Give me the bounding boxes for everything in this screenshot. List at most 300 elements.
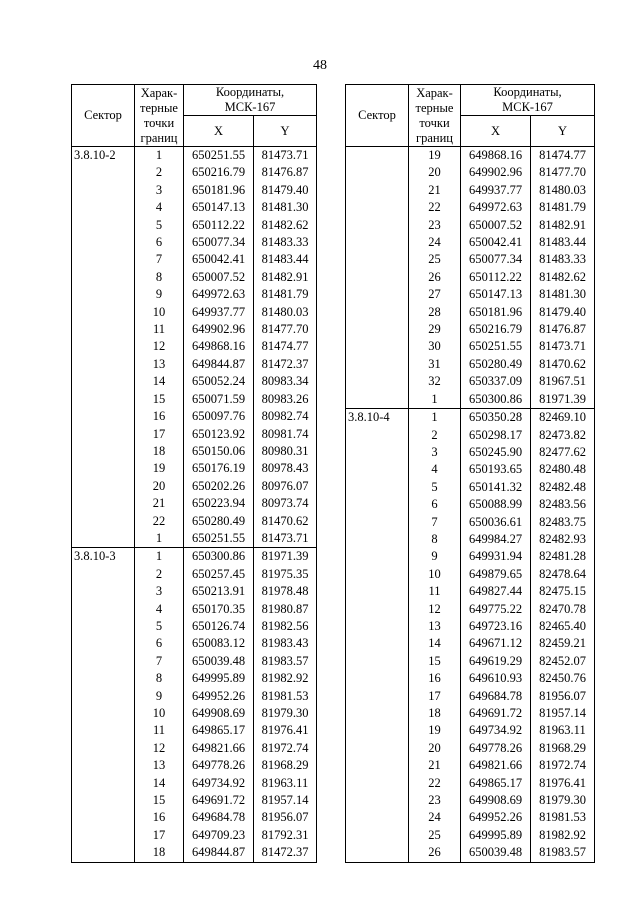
- x-coordinate-cell: 650036.61: [461, 514, 531, 531]
- table-row: [346, 461, 595, 478]
- table-row: [346, 827, 595, 844]
- table-row: [346, 391, 595, 409]
- table-row: [72, 321, 317, 338]
- x-coordinate-cell: 649778.26: [184, 757, 254, 774]
- x-coordinate-cell: 649995.89: [184, 670, 254, 687]
- y-coordinate-cell: 82470.78: [531, 601, 595, 618]
- sector-cell: [346, 688, 409, 705]
- table-row: [72, 443, 317, 460]
- y-coordinate-cell: 81982.92: [531, 827, 595, 844]
- y-coordinate-cell: 81480.03: [531, 182, 595, 199]
- sector-cell: [346, 304, 409, 321]
- table-row: [72, 478, 317, 495]
- point-number-cell: 17: [135, 426, 184, 443]
- x-coordinate-cell: 649908.69: [461, 792, 531, 809]
- x-coordinate-cell: 650251.55: [184, 530, 254, 548]
- y-coordinate-cell: 81983.57: [254, 653, 317, 670]
- x-coordinate-cell: 650112.22: [184, 217, 254, 234]
- point-number-cell: 16: [135, 408, 184, 425]
- x-coordinate-cell: 650298.17: [461, 427, 531, 444]
- sector-cell: [346, 269, 409, 286]
- point-number-cell: 4: [135, 199, 184, 216]
- page-number: 48: [313, 58, 327, 73]
- y-coordinate-cell: 81483.44: [531, 234, 595, 251]
- point-number-cell: 24: [409, 809, 461, 826]
- sector-cell: [346, 356, 409, 373]
- y-coordinate-cell: 82480.48: [531, 461, 595, 478]
- table-row: [346, 757, 595, 774]
- table-row: [346, 670, 595, 687]
- x-coordinate-cell: 650213.91: [184, 583, 254, 600]
- sector-cell: [72, 513, 135, 530]
- x-coordinate-cell: 650216.79: [461, 321, 531, 338]
- sector-cell: [346, 531, 409, 548]
- point-number-cell: 16: [135, 809, 184, 826]
- point-number-cell: 12: [135, 338, 184, 355]
- point-number-cell: 13: [135, 356, 184, 373]
- sector-cell: [72, 269, 135, 286]
- sector-cell: [346, 809, 409, 826]
- y-coordinate-cell: 82475.15: [531, 583, 595, 600]
- point-number-cell: 18: [409, 705, 461, 722]
- y-coordinate-cell: 81981.53: [531, 809, 595, 826]
- table-row: [346, 775, 595, 792]
- point-number-cell: 23: [409, 792, 461, 809]
- y-coordinate-cell: 82481.28: [531, 548, 595, 565]
- point-number-cell: 1: [135, 548, 184, 566]
- sector-cell: [346, 757, 409, 774]
- table-row: [346, 217, 595, 234]
- x-coordinate-cell: 650052.24: [184, 373, 254, 390]
- table-row: [72, 809, 317, 826]
- point-number-cell: 7: [135, 251, 184, 268]
- x-coordinate-cell: 649821.66: [461, 757, 531, 774]
- x-coordinate-cell: 650126.74: [184, 618, 254, 635]
- y-coordinate-cell: 81483.44: [254, 251, 317, 268]
- point-number-cell: 22: [135, 513, 184, 530]
- point-number-cell: 11: [409, 583, 461, 600]
- point-number-cell: 9: [409, 548, 461, 565]
- table-row: [346, 269, 595, 286]
- sector-cell: [346, 635, 409, 652]
- point-number-cell: 9: [135, 688, 184, 705]
- y-coordinate-cell: 81482.91: [531, 217, 595, 234]
- table-row: [72, 304, 317, 321]
- x-coordinate-cell: 649902.96: [184, 321, 254, 338]
- y-coordinate-cell: 82482.93: [531, 531, 595, 548]
- table-row: [72, 251, 317, 268]
- sector-cell: [346, 670, 409, 687]
- y-coordinate-cell: 81956.07: [531, 688, 595, 705]
- table-row: [346, 444, 595, 461]
- table-row: [346, 635, 595, 652]
- y-coordinate-cell: 81972.74: [531, 757, 595, 774]
- point-number-cell: 18: [135, 443, 184, 460]
- point-number-cell: 7: [135, 653, 184, 670]
- sector-cell: [72, 844, 135, 862]
- sector-cell: [72, 304, 135, 321]
- table-row: [346, 199, 595, 216]
- table-row: [346, 321, 595, 338]
- point-number-cell: 19: [409, 147, 461, 165]
- sector-cell: [72, 391, 135, 408]
- x-coordinate-cell: 650042.41: [184, 251, 254, 268]
- x-coordinate-cell: 650147.13: [184, 199, 254, 216]
- x-coordinate-cell: 650071.59: [184, 391, 254, 408]
- point-number-cell: 20: [409, 164, 461, 181]
- y-coordinate-cell: 81482.62: [531, 269, 595, 286]
- table-row: [72, 792, 317, 809]
- point-number-cell: 18: [135, 844, 184, 862]
- point-number-cell: 26: [409, 269, 461, 286]
- sector-cell: [346, 566, 409, 583]
- header-coordinates: Координаты, МСК-167: [461, 85, 595, 116]
- sector-cell: 3.8.10-3: [72, 548, 135, 566]
- sector-cell: [346, 199, 409, 216]
- table-row: [346, 182, 595, 199]
- table-row: [346, 304, 595, 321]
- y-coordinate-cell: 81480.03: [254, 304, 317, 321]
- sector-cell: [72, 809, 135, 826]
- point-number-cell: 10: [135, 304, 184, 321]
- table-row: [346, 722, 595, 739]
- y-coordinate-cell: 81971.39: [254, 548, 317, 566]
- x-coordinate-cell: 649723.16: [461, 618, 531, 635]
- sector-cell: [346, 583, 409, 600]
- x-coordinate-cell: 649908.69: [184, 705, 254, 722]
- y-coordinate-cell: 80983.26: [254, 391, 317, 408]
- sector-cell: [346, 217, 409, 234]
- point-number-cell: 2: [135, 566, 184, 583]
- table-row: [72, 583, 317, 600]
- x-coordinate-cell: 649972.63: [461, 199, 531, 216]
- header-y: Y: [254, 116, 317, 147]
- sector-cell: [72, 653, 135, 670]
- sector-cell: [346, 705, 409, 722]
- table-row: [346, 496, 595, 513]
- sector-cell: [72, 827, 135, 844]
- point-number-cell: 11: [135, 321, 184, 338]
- point-number-cell: 5: [135, 217, 184, 234]
- sector-cell: [346, 147, 409, 165]
- point-number-cell: 1: [135, 147, 184, 165]
- point-number-cell: 22: [409, 775, 461, 792]
- table-row: [72, 408, 317, 425]
- x-coordinate-cell: 650350.28: [461, 409, 531, 427]
- y-coordinate-cell: 81976.41: [254, 722, 317, 739]
- y-coordinate-cell: 81476.87: [531, 321, 595, 338]
- x-coordinate-cell: 650077.34: [461, 251, 531, 268]
- sector-cell: [346, 321, 409, 338]
- header-y: Y: [531, 116, 595, 147]
- y-coordinate-cell: 81957.14: [531, 705, 595, 722]
- point-number-cell: 11: [135, 722, 184, 739]
- x-coordinate-cell: 650251.55: [461, 338, 531, 355]
- x-coordinate-cell: 649619.29: [461, 653, 531, 670]
- sector-cell: [72, 426, 135, 443]
- point-number-cell: 7: [409, 514, 461, 531]
- point-number-cell: 15: [135, 391, 184, 408]
- x-coordinate-cell: 650181.96: [184, 182, 254, 199]
- x-coordinate-cell: 650216.79: [184, 164, 254, 181]
- y-coordinate-cell: 80982.74: [254, 408, 317, 425]
- x-coordinate-cell: 650300.86: [184, 548, 254, 566]
- x-coordinate-cell: 650077.34: [184, 234, 254, 251]
- point-number-cell: 19: [135, 460, 184, 477]
- point-number-cell: 10: [409, 566, 461, 583]
- sector-cell: [346, 514, 409, 531]
- table-row: [72, 286, 317, 303]
- table-row: [72, 844, 317, 862]
- sector-cell: [72, 495, 135, 512]
- sector-cell: [72, 408, 135, 425]
- sector-cell: [346, 234, 409, 251]
- point-number-cell: 4: [409, 461, 461, 478]
- y-coordinate-cell: 80976.07: [254, 478, 317, 495]
- sector-cell: [72, 338, 135, 355]
- x-coordinate-cell: 650007.52: [184, 269, 254, 286]
- y-coordinate-cell: 81967.51: [531, 373, 595, 390]
- y-coordinate-cell: 81982.56: [254, 618, 317, 635]
- y-coordinate-cell: 81482.91: [254, 269, 317, 286]
- sector-cell: [346, 722, 409, 739]
- y-coordinate-cell: 82483.56: [531, 496, 595, 513]
- table-row: [72, 566, 317, 583]
- sector-cell: [346, 792, 409, 809]
- table-row: [72, 391, 317, 408]
- table-row: [346, 409, 595, 427]
- sector-cell: 3.8.10-4: [346, 409, 409, 427]
- sector-cell: [72, 670, 135, 687]
- point-number-cell: 5: [409, 479, 461, 496]
- point-number-cell: 3: [135, 182, 184, 199]
- sector-cell: [346, 444, 409, 461]
- table-row: [72, 164, 317, 181]
- y-coordinate-cell: 82473.82: [531, 427, 595, 444]
- x-coordinate-cell: 650083.12: [184, 635, 254, 652]
- y-coordinate-cell: 81792.31: [254, 827, 317, 844]
- y-coordinate-cell: 80981.74: [254, 426, 317, 443]
- table-row: [72, 705, 317, 722]
- x-coordinate-cell: 649937.77: [461, 182, 531, 199]
- table-row: [346, 147, 595, 165]
- y-coordinate-cell: 81470.62: [531, 356, 595, 373]
- point-number-cell: 28: [409, 304, 461, 321]
- x-coordinate-cell: 650202.26: [184, 478, 254, 495]
- sector-cell: [346, 496, 409, 513]
- table-row: [72, 530, 317, 548]
- y-coordinate-cell: 81474.77: [531, 147, 595, 165]
- table-row: [346, 286, 595, 303]
- sector-cell: [346, 618, 409, 635]
- sector-cell: [72, 757, 135, 774]
- point-number-cell: 21: [135, 495, 184, 512]
- point-number-cell: 21: [409, 182, 461, 199]
- y-coordinate-cell: 81482.62: [254, 217, 317, 234]
- y-coordinate-cell: 81472.37: [254, 356, 317, 373]
- sector-cell: [72, 460, 135, 477]
- x-coordinate-cell: 650123.92: [184, 426, 254, 443]
- x-coordinate-cell: 650280.49: [184, 513, 254, 530]
- point-number-cell: 13: [135, 757, 184, 774]
- table-row: [72, 217, 317, 234]
- table-row: [346, 338, 595, 355]
- sector-cell: [346, 338, 409, 355]
- point-number-cell: 14: [135, 373, 184, 390]
- x-coordinate-cell: 649902.96: [461, 164, 531, 181]
- sector-cell: [346, 182, 409, 199]
- y-coordinate-cell: 81956.07: [254, 809, 317, 826]
- x-coordinate-cell: 649775.22: [461, 601, 531, 618]
- coordinates-table-right: [345, 84, 595, 863]
- header-x: X: [184, 116, 254, 147]
- y-coordinate-cell: 81968.29: [254, 757, 317, 774]
- sector-cell: [72, 182, 135, 199]
- table-row: [72, 269, 317, 286]
- x-coordinate-cell: 649610.93: [461, 670, 531, 687]
- table-row: [346, 531, 595, 548]
- y-coordinate-cell: 81975.35: [254, 566, 317, 583]
- table-row: [72, 548, 317, 566]
- sector-cell: [72, 321, 135, 338]
- x-coordinate-cell: 649844.87: [184, 356, 254, 373]
- point-number-cell: 1: [409, 409, 461, 427]
- header-sector: Сектор: [72, 85, 135, 147]
- sector-cell: [72, 443, 135, 460]
- point-number-cell: 9: [135, 286, 184, 303]
- y-coordinate-cell: 80983.34: [254, 373, 317, 390]
- point-number-cell: 20: [135, 478, 184, 495]
- table-row: [72, 234, 317, 251]
- x-coordinate-cell: 649879.65: [461, 566, 531, 583]
- x-coordinate-cell: 650193.65: [461, 461, 531, 478]
- table-row: [72, 722, 317, 739]
- table-row: [346, 427, 595, 444]
- x-coordinate-cell: 649984.27: [461, 531, 531, 548]
- table-body-left: [72, 147, 317, 863]
- y-coordinate-cell: 82452.07: [531, 653, 595, 670]
- sector-cell: [346, 653, 409, 670]
- x-coordinate-cell: 649734.92: [184, 775, 254, 792]
- point-number-cell: 31: [409, 356, 461, 373]
- point-number-cell: 32: [409, 373, 461, 390]
- x-coordinate-cell: 649671.12: [461, 635, 531, 652]
- y-coordinate-cell: 82450.76: [531, 670, 595, 687]
- x-coordinate-cell: 650257.45: [184, 566, 254, 583]
- x-coordinate-cell: 650141.32: [461, 479, 531, 496]
- sector-cell: [346, 479, 409, 496]
- sector-cell: [72, 164, 135, 181]
- x-coordinate-cell: 649868.16: [184, 338, 254, 355]
- y-coordinate-cell: 81963.11: [254, 775, 317, 792]
- x-coordinate-cell: 650337.09: [461, 373, 531, 390]
- point-number-cell: 23: [409, 217, 461, 234]
- table-row: [72, 460, 317, 477]
- x-coordinate-cell: 649868.16: [461, 147, 531, 165]
- point-number-cell: 16: [409, 670, 461, 687]
- y-coordinate-cell: 81483.33: [531, 251, 595, 268]
- y-coordinate-cell: 81481.30: [531, 286, 595, 303]
- sector-cell: [72, 356, 135, 373]
- table-row: [346, 479, 595, 496]
- table-row: [72, 338, 317, 355]
- table-row: [72, 757, 317, 774]
- y-coordinate-cell: 81477.70: [254, 321, 317, 338]
- point-number-cell: 2: [409, 427, 461, 444]
- x-coordinate-cell: 649865.17: [184, 722, 254, 739]
- table-row: [346, 653, 595, 670]
- table-body-right: [346, 147, 595, 863]
- table-row: [346, 618, 595, 635]
- point-number-cell: 22: [409, 199, 461, 216]
- point-number-cell: 3: [135, 583, 184, 600]
- sector-cell: [72, 722, 135, 739]
- table-row: [346, 164, 595, 181]
- sector-cell: [346, 164, 409, 181]
- table-row: [72, 182, 317, 199]
- sector-cell: [346, 740, 409, 757]
- sector-cell: [72, 199, 135, 216]
- x-coordinate-cell: 649995.89: [461, 827, 531, 844]
- x-coordinate-cell: 649952.26: [184, 688, 254, 705]
- y-coordinate-cell: 82482.48: [531, 479, 595, 496]
- y-coordinate-cell: 81963.11: [531, 722, 595, 739]
- point-number-cell: 13: [409, 618, 461, 635]
- point-number-cell: 20: [409, 740, 461, 757]
- sector-cell: 3.8.10-2: [72, 147, 135, 165]
- sector-cell: [72, 478, 135, 495]
- x-coordinate-cell: 650300.86: [461, 391, 531, 409]
- table-row: [346, 548, 595, 565]
- x-coordinate-cell: 650147.13: [461, 286, 531, 303]
- table-row: [346, 356, 595, 373]
- y-coordinate-cell: 81470.62: [254, 513, 317, 530]
- y-coordinate-cell: 81479.40: [254, 182, 317, 199]
- table-row: [346, 251, 595, 268]
- header-x: X: [461, 116, 531, 147]
- table-row: [346, 373, 595, 390]
- y-coordinate-cell: 81972.74: [254, 740, 317, 757]
- x-coordinate-cell: 649972.63: [184, 286, 254, 303]
- table-row: [72, 356, 317, 373]
- y-coordinate-cell: 81481.79: [531, 199, 595, 216]
- x-coordinate-cell: 650042.41: [461, 234, 531, 251]
- x-coordinate-cell: 649952.26: [461, 809, 531, 826]
- sector-cell: [346, 827, 409, 844]
- x-coordinate-cell: 650112.22: [461, 269, 531, 286]
- y-coordinate-cell: 81481.79: [254, 286, 317, 303]
- point-number-cell: 4: [135, 601, 184, 618]
- point-number-cell: 15: [409, 653, 461, 670]
- sector-cell: [72, 530, 135, 548]
- x-coordinate-cell: 649931.94: [461, 548, 531, 565]
- x-coordinate-cell: 650181.96: [461, 304, 531, 321]
- x-coordinate-cell: 649691.72: [461, 705, 531, 722]
- x-coordinate-cell: 649734.92: [461, 722, 531, 739]
- y-coordinate-cell: 81968.29: [531, 740, 595, 757]
- y-coordinate-cell: 80978.43: [254, 460, 317, 477]
- point-number-cell: 15: [135, 792, 184, 809]
- point-number-cell: 30: [409, 338, 461, 355]
- y-coordinate-cell: 81971.39: [531, 391, 595, 409]
- x-coordinate-cell: 650039.48: [184, 653, 254, 670]
- x-coordinate-cell: 650088.99: [461, 496, 531, 513]
- point-number-cell: 29: [409, 321, 461, 338]
- table-row: [72, 426, 317, 443]
- sector-cell: [72, 618, 135, 635]
- x-coordinate-cell: 650007.52: [461, 217, 531, 234]
- table-row: [346, 844, 595, 862]
